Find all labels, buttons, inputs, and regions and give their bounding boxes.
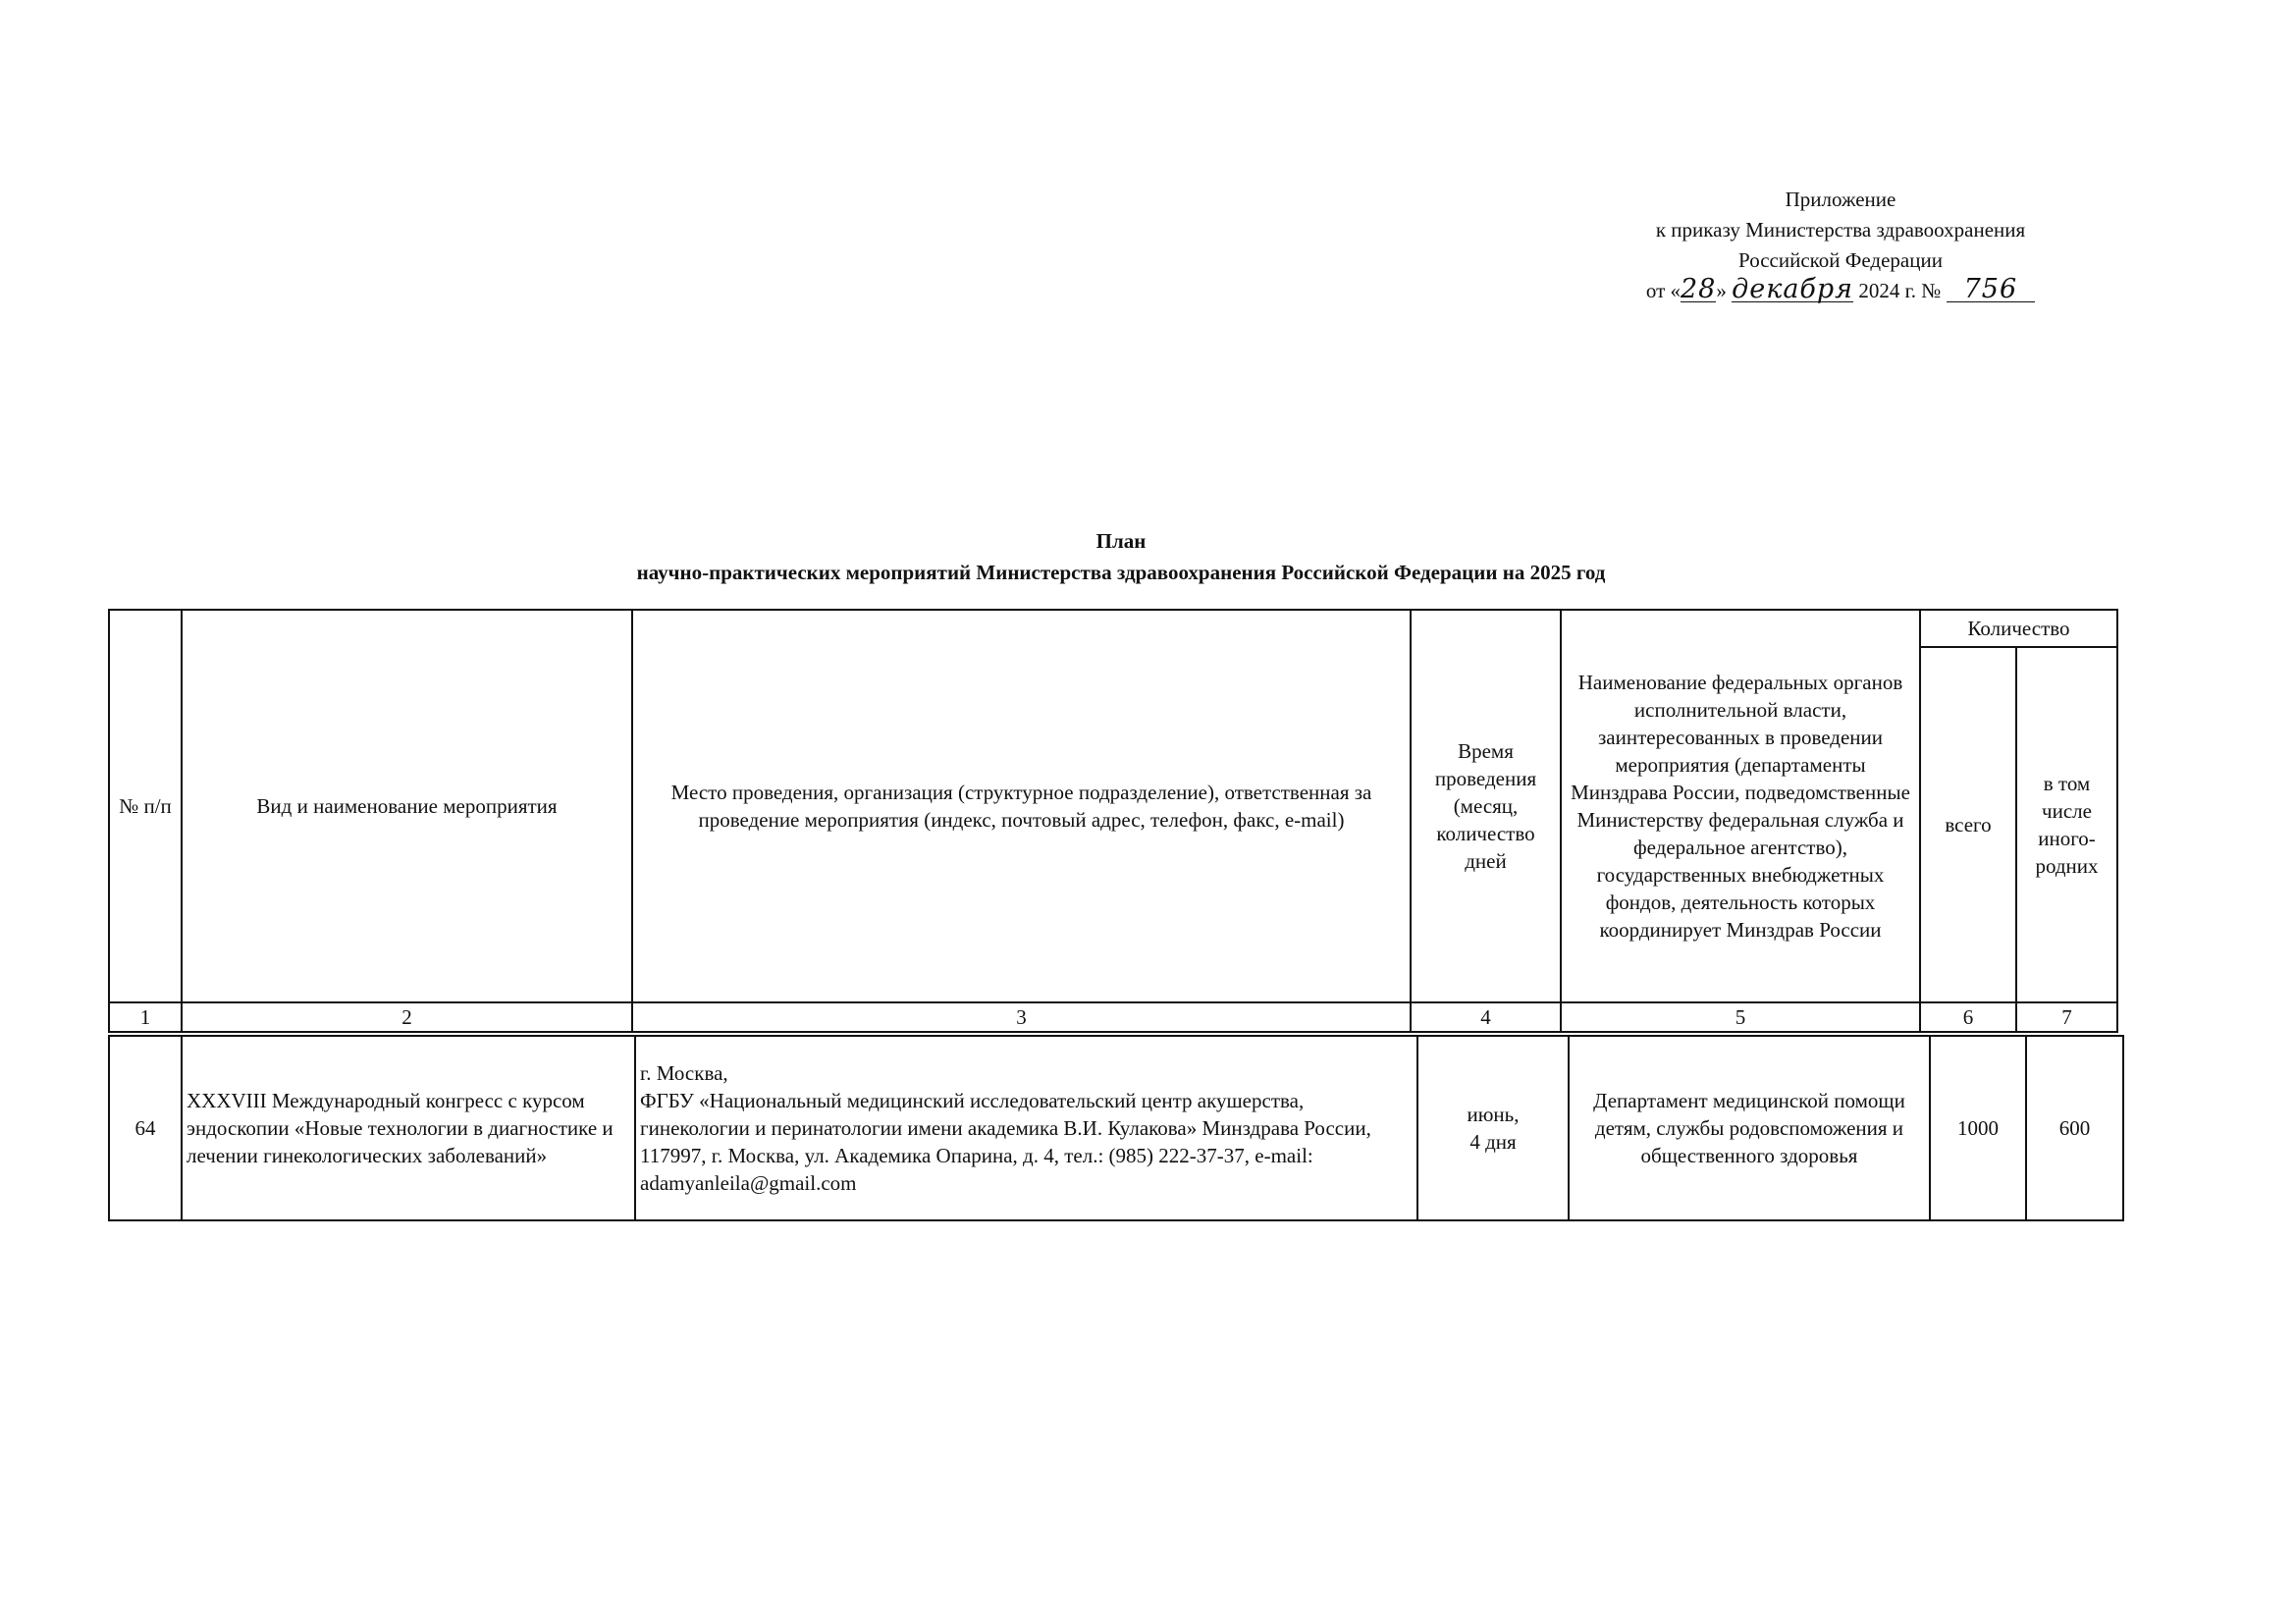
date-mid: » [1716,279,1727,302]
appendix-title: Приложение [1785,188,1896,211]
date-year: 2024 г. № [1858,279,1942,302]
column-number: 2 [182,1002,632,1032]
document-title [110,525,2132,588]
column-number: 7 [2016,1002,2117,1032]
header-place: Место проведения, организация (структурное подразделение), ответственная за проведение мероприятия (индекс, почтовый адрес, телефон, факс, e-mail) [632,610,1411,1002]
header-num: № п/п [109,610,182,1002]
header-authorities: Наименование федеральных органов исполнительной власти, заинтересованных в проведении мероприятия (департаменты Минздрава России, подведомственные Министерству федеральная служба и федеральное агентство), государственных внебюджетных фондов, деятельность которых координирует Минздрав России [1561,610,1920,1002]
appendix-order-ref: к приказу Министерства здравоохранения [1655,218,2026,242]
date-month-handwritten: декабря [1732,274,1854,304]
appendix-block [1629,185,2052,306]
column-number: 4 [1411,1002,1561,1032]
header-foreign: в том числе иного-родних [2016,647,2117,1002]
appendix-date-line [1629,276,2052,306]
header-quantity: Количество [1920,610,2117,647]
column-number: 3 [632,1002,1411,1032]
row-foreign: 600 [2026,1036,2123,1220]
date-day-handwritten: 28 [1681,274,1717,304]
table-row [109,1036,2123,1220]
column-number: 6 [1920,1002,2016,1032]
header-time: Время проведения (месяц, количество дней [1411,610,1561,1002]
row-event-name: XXXVIII Международный конгресс с курсом эндоскопии «Новые технологии в диагностике и лечении гинекологических заболеваний» [182,1036,635,1220]
title-line-1: План [1095,529,1147,553]
column-number: 5 [1561,1002,1920,1032]
appendix-federation: Российской Федерации [1738,248,1943,272]
header-total: всего [1920,647,2016,1002]
row-department: Департамент медицинской помощи детям, службы родовспоможения и общественного здоровья [1569,1036,1930,1220]
header-name: Вид и наименование мероприятия [182,610,632,1002]
row-place: г. Москва, ФГБУ «Национальный медицинский исследовательский центр акушерства, гинекологии и перинатологии имени академика В.И. Кулакова» Минздрава России, 117997, г. Москва, ул. Академика Опарина, д. 4, тел.: (985) 222-37-37, e-mail: adamyanleila@gmail.com [635,1036,1417,1220]
date-prefix: от « [1645,279,1681,302]
row-total: 1000 [1930,1036,2026,1220]
title-line-2: научно-практических мероприятий Министерства здравоохранения Российской Федерации на 2025 год [636,561,1606,584]
events-table [108,1035,2124,1221]
column-number: 1 [109,1002,182,1032]
header-table [108,609,2118,1033]
row-num: 64 [109,1036,182,1220]
order-number-handwritten: 756 [1947,278,2036,302]
row-time: июнь, 4 дня [1417,1036,1569,1220]
